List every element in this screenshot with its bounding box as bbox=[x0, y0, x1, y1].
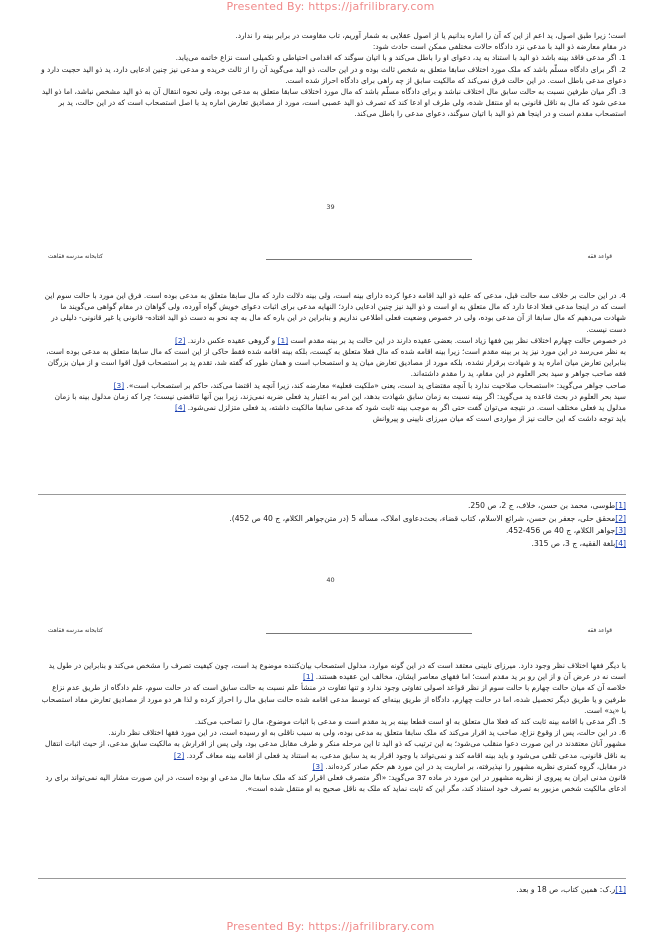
footnote-text: محقق حلی، جعفر بن حسن، شرائع الاسلام، کتاب قضاء، بحث‌دعاوی املاک، مسأله 5 (در متن‌جواهر الکلام، ج 40 ص 452). bbox=[229, 513, 616, 523]
paragraph: در خصوص حالت چهارم اختلاف نظر بین فقها زیاد است. بعضی عقیده دارند در این حالت ید بر بینه مقدم است [1] و گروهی عقیده عکس دارند. [2] bbox=[174, 335, 626, 345]
footnote-text: بلغة الفقیه، ج 3، ص 315. bbox=[531, 538, 616, 548]
paragraph: صاحب جواهر می‌گوید: «استصحاب صلاحیت ندارد با آنچه مقتضای ید است، یعنی «ملکیت فعلیه» معارضه کند، زیرا آنچه ید اقتضا می‌کند، حاکم بر استصحاب است». [3] bbox=[113, 380, 626, 390]
source-banner-bottom[interactable]: Presented By: https://jafrilibrary.com bbox=[226, 920, 435, 933]
header-rule bbox=[266, 633, 472, 634]
footnote-ref-link[interactable]: [3] bbox=[113, 380, 125, 390]
paragraph: 3. اگر میان طرفین نسبت به حالت سابق مال اختلاف نباشد و برای دادگاه مسلّم باشد که مال مورد اختلاف سابقا متعلق به مدعی بوده، ولی نحوه انتقال آن به ذو الید مشخص نباشد، اما ذو الید مدعی شود که مال به ناقل قانونی به او منتقل شده، ولی طرف او ادعا کند که تصرف ذو الید عصبی است، مورد از مصادیق تعارض اماره ید با اصل استصحاب است که در این حالت، ید بر استصحاب مقدم است و در اینجا هم ذو الید با اتیان سوگند، دعوای مدعی را باطل می‌کند. bbox=[41, 87, 626, 119]
paragraph: خلاصه آن که میان حالت چهارم با حالت سوم از نظر قواعد اصولی تفاوتی وجود ندارد و تنها تفاوت در منشأ علم نسبت به حالت سابق است که در حالت سوم، علم دادگاه از طریق عدم نزاع طرفین و یا طریق دیگر تحصیل شده، اما در حالت چهارم، دادگاه از طریق بینه‌ای که توسط مدعی اقامه شده حالت سابق مال را احراز کرده و لذا هر دو مورد از مصادیق تعارض مفاد استصحاب با «ید» است. bbox=[41, 683, 626, 715]
paragraph: در مقام معارضه ذو الید با مدعی نزد دادگاه حالات مختلفی ممکن است حادث شود: bbox=[372, 42, 626, 52]
source-banner-top[interactable]: Presented By: https://jafrilibrary.com bbox=[226, 0, 435, 13]
paragraph: قانون مدنی ایران به پیروی از نظریه مشهور در این مورد در ماده 37 می‌گوید: «اگر متصرف فعلی اقرار کند که ملک سابقا مال مدعی او بوده است، در این صورت مشار الیه نمی‌تواند برای رد ادعای مالکیت شخص مزبور به تصرف خود استناد کند، مگر این که ثابت نماید که ملک به ناقل صحیح به او منتقل شده است». bbox=[45, 773, 626, 794]
paragraph: است؛ زیرا طبق اصول، ید اعم از این که آن را اماره بدانیم یا از اصول عقلایی به شمار آوریم، تاب مقاومت در برابر بینه را ندارد. bbox=[235, 31, 626, 40]
footnote-link[interactable]: [1] bbox=[615, 501, 626, 510]
footnote bbox=[38, 525, 626, 538]
running-header bbox=[48, 254, 612, 264]
footnote bbox=[38, 884, 626, 897]
page-40-body bbox=[38, 290, 626, 424]
footnote-text: جواهر الکلام، ج 40 ص 456-452. bbox=[505, 526, 616, 536]
paragraph: 6. در این حالت، پس از وقوع نزاع، صاحب ید اقرار می‌کند که ملک سابقا متعلق به مدعی بوده، ولی به سبب ناقلی به او رسیده است، در این مورد فقها اختلاف نظر دارند. bbox=[108, 728, 626, 738]
page-41-body bbox=[38, 660, 626, 794]
footnote-link[interactable]: [1] bbox=[615, 885, 626, 894]
footnotes-page-41 bbox=[38, 884, 626, 897]
paragraph: 5. اگر مدعی با اقامه بینه ثابت کند که فعلا مال متعلق به او است قطعا بینه بر ید مقدم است و مدعی با اثبات موضوع، مال را تصاحب می‌کند. bbox=[194, 717, 626, 727]
paragraph: در مقابل، گروه کمتری نظریه مشهور را نپذیرفته، بر اماریت ید در این مورد هم حکم صادر کرده‌اند. [3] bbox=[312, 761, 626, 771]
library-label: کتابخانه مدرسه فقاهت bbox=[48, 628, 103, 634]
paragraph: 1. اگر مدعی فاقد بینه باشد ذو الید با استناد به ید، دعوای او را باطل می‌کند و با اتیان سوگند که اقدامی احتیاطی و تکمیلی است نزاع خاتمه می‌یابد. bbox=[175, 53, 626, 63]
footnote-link[interactable]: [3] bbox=[615, 526, 626, 536]
footnote-text: ر.ک: همین کتاب، ص 18 و بعد. bbox=[516, 885, 616, 894]
footnote-ref-link[interactable]: [1] bbox=[302, 672, 314, 682]
paragraph: به نظر می‌رسد در این مورد نیز ید بر بینه مقدم است؛ زیرا بینه اقامه شده که مال فعلا متعلق به کیست، بلکه بینه اقامه شده فقط حاکی از این است که مال سابقا متعلق به مدعی بوده است، بنابراین تعارض میان اماره ید و شهادت برقرار نشده، بلکه مورد از مصادیق تعارض میان ید و استصحاب است و همان طور که گفته شد، تقدم ید بر استصحاب قول اقوا است و از میان بزرگان فقه صاحب جواهر و سید بحر العلوم در این مقام، ید را مقدم داشته‌اند. bbox=[46, 347, 626, 379]
book-title-label: قواعد فقه bbox=[587, 628, 612, 634]
library-label: کتابخانه مدرسه فقاهت bbox=[48, 254, 103, 260]
footnote-link[interactable]: [4] bbox=[615, 538, 626, 548]
footnote-divider bbox=[38, 878, 626, 879]
paragraph: 2. اگر برای دادگاه مسلّم باشد که ملک مورد اختلاف سابقا متعلق به شخص ثالث بوده و در این حالت، ذو الید می‌گوید آن را از ثالث خریده و مدعی نیز چنین ادعایی دارد، ید ذو الید حجیت دارد و دعوای مدعی باطل است. در این حالت فرق نمی‌کند که مالکیت سابق از چه راهی برای دادگاه احراز شده است. bbox=[41, 64, 626, 85]
page-39-body bbox=[38, 30, 626, 120]
paragraph: سید بحر العلوم در بحث قاعده ید می‌گوید: اگر بینه نسبت به زمان سابق شهادت بدهد، این امر به اعتبار ید فعلی ضربه نمی‌زند، زیرا بین آنها تناقضی نیست؛ چرا که زمان مدلول بینه با زمان مدلول ید فعلی مختلف است. در نتیجه می‌توان گفت حتی اگر به موجب بینه ثابت شود که مدعی سابقا مالکیت داشته، ید فعلی متزلزل نمی‌شود. [4] bbox=[54, 391, 626, 413]
footnote-ref-link[interactable]: [1] bbox=[277, 335, 289, 345]
footnote-link[interactable]: [2] bbox=[615, 513, 626, 523]
footnote-ref-link[interactable]: [4] bbox=[174, 403, 186, 413]
page-number: 39 bbox=[326, 203, 335, 211]
footnote-text: طوسی، محمد بن حسن، خلاف، ج 2، ص 250. bbox=[468, 501, 616, 510]
footnote bbox=[38, 500, 626, 513]
paragraph: 4. در این حالت بر خلاف سه حالت قبل، مدعی که علیه ذو الید اقامه دعوا کرده دارای بینه است، ولی بینه دلالت دارد که مال سابقا متعلق به مدعی بوده است. فرق این مورد با حالت سوم این است که در اینجا مدعی فعلا ادعا دارد که مال متعلق به او است و ذو الید نیز چنین ادعایی دارد؛ النهایه مدعی برای اثبات دعوای خویش گواه آورده، ولی گواهان در مقام گواهی می‌گویند ما شهادت می‌دهیم که مال سابقا از آن مدعی بوده، ولی در خصوص وضعیت فعلی اطلاعی نداریم و بنابراین در این باره که مال به چه نحو به دست ذو الید افتاده- قانونی یا غیر قانونی- دلیلی در دست نیست. bbox=[44, 291, 626, 334]
footnote-ref-link[interactable]: [3] bbox=[312, 761, 324, 771]
paragraph: با دیگر فقها اختلاف نظر وجود دارد. میرزای نایینی معتقد است که در این گونه موارد، مدلول استصحاب بیان‌کننده موضوع ید است، چون کیفیت تصرف را مشخص می‌کند و بنابراین در طول ید است نه در عرض آن و از این رو بر ید مقدم است؛ اما فقهای معاصر ایشان، مخالف این عقیده هستند. [1] bbox=[48, 661, 626, 682]
running-header bbox=[48, 628, 612, 638]
header-rule bbox=[266, 259, 472, 260]
footnote-divider bbox=[38, 494, 626, 495]
paragraph: باید توجه داشت که این حالت نیز از مواردی است که میان میرزای نایینی و پیروانش bbox=[372, 414, 626, 424]
footnote-ref-link[interactable]: [2] bbox=[173, 750, 185, 760]
footnote-ref-link[interactable]: [2] bbox=[174, 335, 186, 345]
page-number: 40 bbox=[326, 576, 335, 584]
footnote bbox=[38, 538, 626, 551]
book-title-label: قواعد فقه bbox=[587, 254, 612, 260]
footnote bbox=[38, 513, 626, 526]
footnotes-page-40 bbox=[38, 500, 626, 550]
paragraph: مشهور آنان معتقدند در این صورت دعوا منقلب می‌شود؛ به این ترتیب که ذو الید تا این مرحله منکر و طرف مقابل مدعی بود، ولی پس از اقرارش به مالکیت سابق مدعی، از حیث اثبات انتقال به ناقل قانونی، مدعی تلقی می‌شود و باید بینه اقامه کند و نمی‌تواند با وجود اقرار به ید سابق مدعی، به استناد ید فعلی از اقامه بینه معاف گردد. [2] bbox=[44, 739, 626, 760]
